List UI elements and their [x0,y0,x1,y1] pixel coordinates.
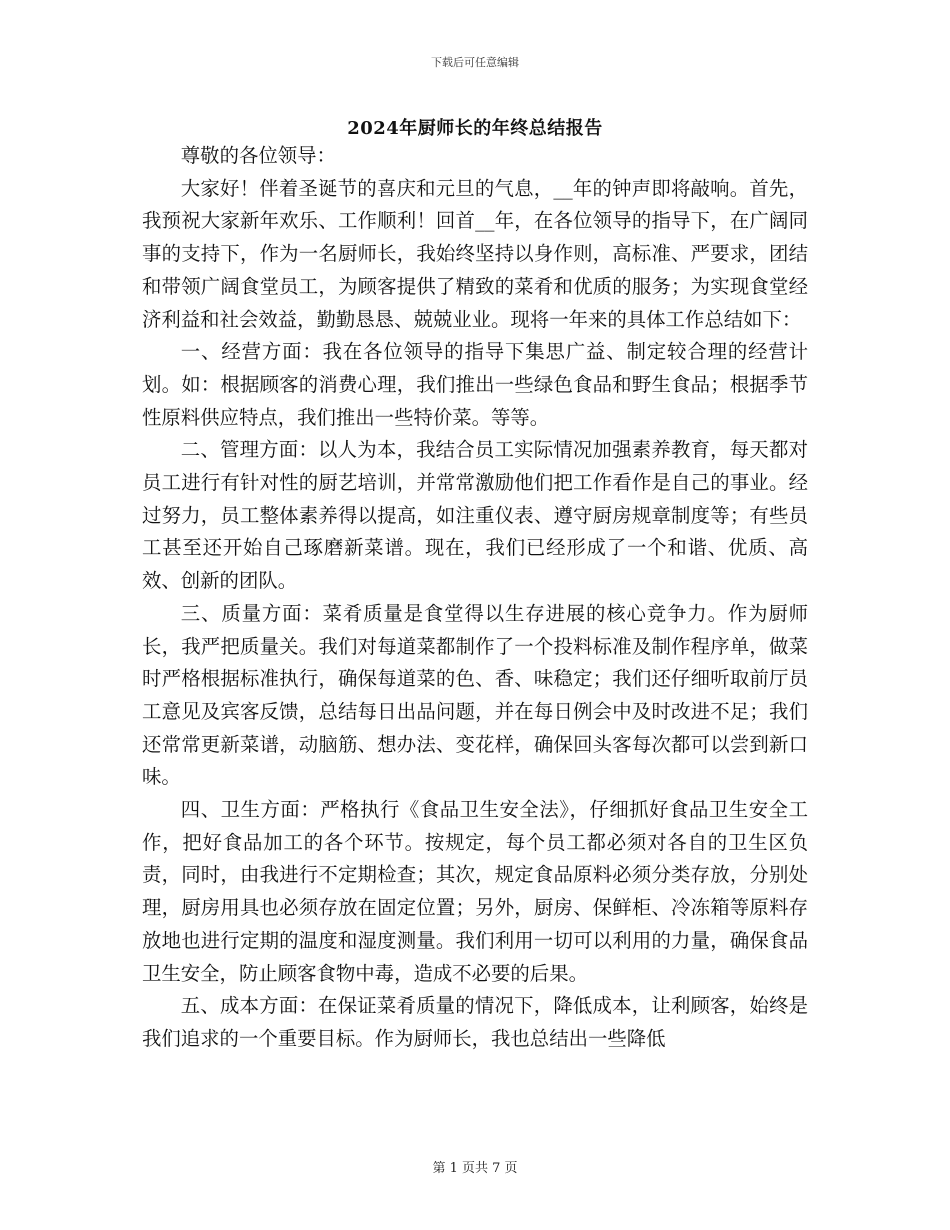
section-cost: 五、成本方面：在保证菜肴质量的情况下，降低成本，让利顾客，始终是我们追求的一个重要目标。作为厨师长，我也总结出一些降低 [142,994,808,1050]
page-header: 下载后可任意编辑 [431,56,519,69]
page-footer: 第 1 页共 7 页 [432,1161,518,1176]
salutation: 尊敬的各位领导： [180,144,336,167]
document-title: 2024年厨师长的年终总结报告 [347,118,603,139]
document-body [142,140,808,1056]
section-hygiene: 四、卫生方面：严格执行《食品卫生安全法》，仔细抓好食品卫生安全工作，把好食品加工的各个环节。按规定，每个员工都必须对各自的卫生区负责，同时，由我进行不定期检查；其次，规定食品原料必须分类存放，分别处理，厨房用具也必须存放在固定位置；另外，厨房、保鲜柜、冷冻箱等原料存放地也进行定期的温度和湿度测量。我们利用一切可以利用的力量，确保食品卫生安全，防止顾客食物中毒，造成不必要的后果。 [142,798,808,985]
intro-paragraph: 大家好！伴着圣诞节的喜庆和元旦的气息，__年的钟声即将敲响。首先，我预祝大家新年欢乐、工作顺利！回首__年，在各位领导的指导下，在广阔同事的支持下，作为一名厨师长，我始终坚持以身作则，高标准、严要求，团结和带领广阔食堂员工，为顾客提供了精致的菜肴和优质的服务；为实现食堂经济利益和社会效益，勤勤恳恳、兢兢业业。现将一年来的具体工作总结如下： [142,176,808,331]
section-operations: 一、经营方面：我在各位领导的指导下集思广益、制定较合理的经营计划。如：根据顾客的消费心理，我们推出一些绿色食品和野生食品；根据季节性原料供应特点，我们推出一些特价菜。等等。 [142,340,808,429]
section-quality: 三、质量方面：菜肴质量是食堂得以生存进展的核心竞争力。作为厨师长，我严把质量关。我们对每道菜都制作了一个投料标准及制作程序单，做菜时严格根据标准执行，确保每道菜的色、香、味稳定；我们还仔细听取前厅员工意见及宾客反馈，总结每日出品问题，并在每日例会中及时改进不足；我们还常常更新菜谱，动脑筋、想办法、变花样，确保回头客每次都可以尝到新口味。 [142,601,808,789]
section-management: 二、管理方面：以人为本，我结合员工实际情况加强素养教育，每天都对员工进行有针对性的厨艺培训，并常常激励他们把工作看作是自己的事业。经过努力，员工整体素养得以提高，如注重仪表、遵守厨房规章制度等；有些员工甚至还开始自己琢磨新菜谱。现在，我们已经形成了一个和谐、优质、高效、创新的团队。 [142,438,808,593]
